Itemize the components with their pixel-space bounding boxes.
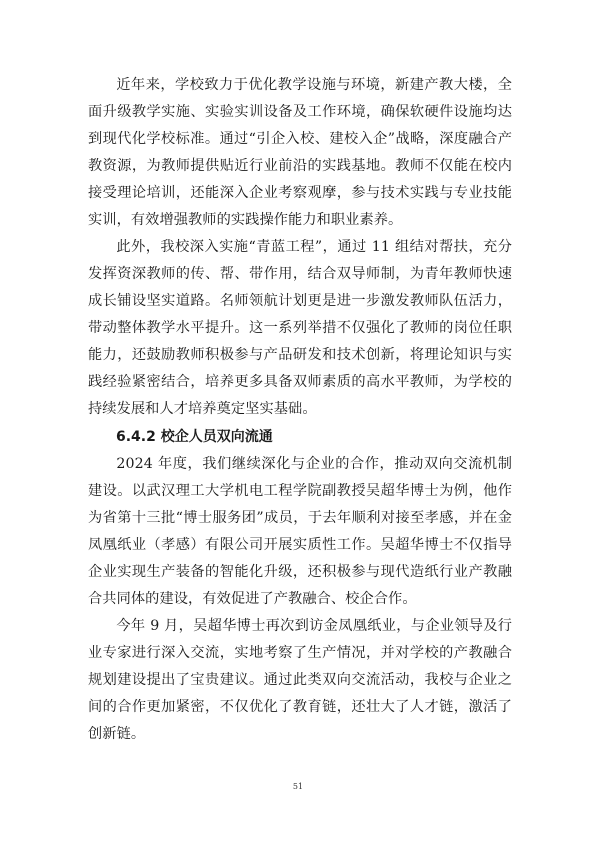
section-heading: 6.4.2 校企人员双向流通 (116, 429, 273, 445)
page-number: 51 (292, 782, 304, 791)
body-paragraph: 2024 年度，我们继续深化与企业的合作，推动双向交流机制建设。以武汉理工大学机电工程学院副教授吴超华博士为例，他作为省第十三批“博士服务团”成员，于去年顺利对接至孝感，并在金凤凰纸业（孝感）有限公司开展实质性工作。吴超华博士不仅指导企业实现生产装备的智能化升级，还积极参与现代造纸行业产教融合共同体的建设，有效促进了产教融合、校企合作。 (88, 456, 512, 607)
document-body (88, 72, 512, 748)
body-paragraph: 近年来，学校致力于优化教学设施与环境，新建产教大楼，全面升级教学实施、实验实训设备及工作环境，确保软硬件设施均达到现代化学校标准。通过“引企入校、建校入企”战略，深度融合产教资源，为教师提供贴近行业前沿的实践基地。教师不仅能在校内接受理论培训，还能深入企业考察观摩，参与技术实践与专业技能实训，有效增强教师的实践操作能力和职业素养。 (88, 77, 512, 228)
body-paragraph: 今年 9 月，吴超华博士再次到访金凤凰纸业，与企业领导及行业专家进行深入交流，实地考察了生产情况，并对学校的产教融合规划建设提出了宝贵建议。通过此类双向交流活动，我校与企业之间的合作更加紧密，不仅优化了教育链，还壮大了人才链，激活了创新链。 (88, 618, 512, 742)
body-paragraph: 此外，我校深入实施“青蓝工程”，通过 11 组结对帮扶，充分发挥资深教师的传、帮、带作用，结合双导师制，为青年教师快速成长铺设坚实道路。名师领航计划更是进一步激发教师队伍活力，带动整体教学水平提升。这一系列举措不仅强化了教师的岗位任职能力，还鼓励教师积极参与产品研发和技术创新，将理论知识与实践经验紧密结合，培养更多具备双师素质的高水平教师，为学校的持续发展和人才培养奠定坚实基础。 (88, 239, 512, 417)
